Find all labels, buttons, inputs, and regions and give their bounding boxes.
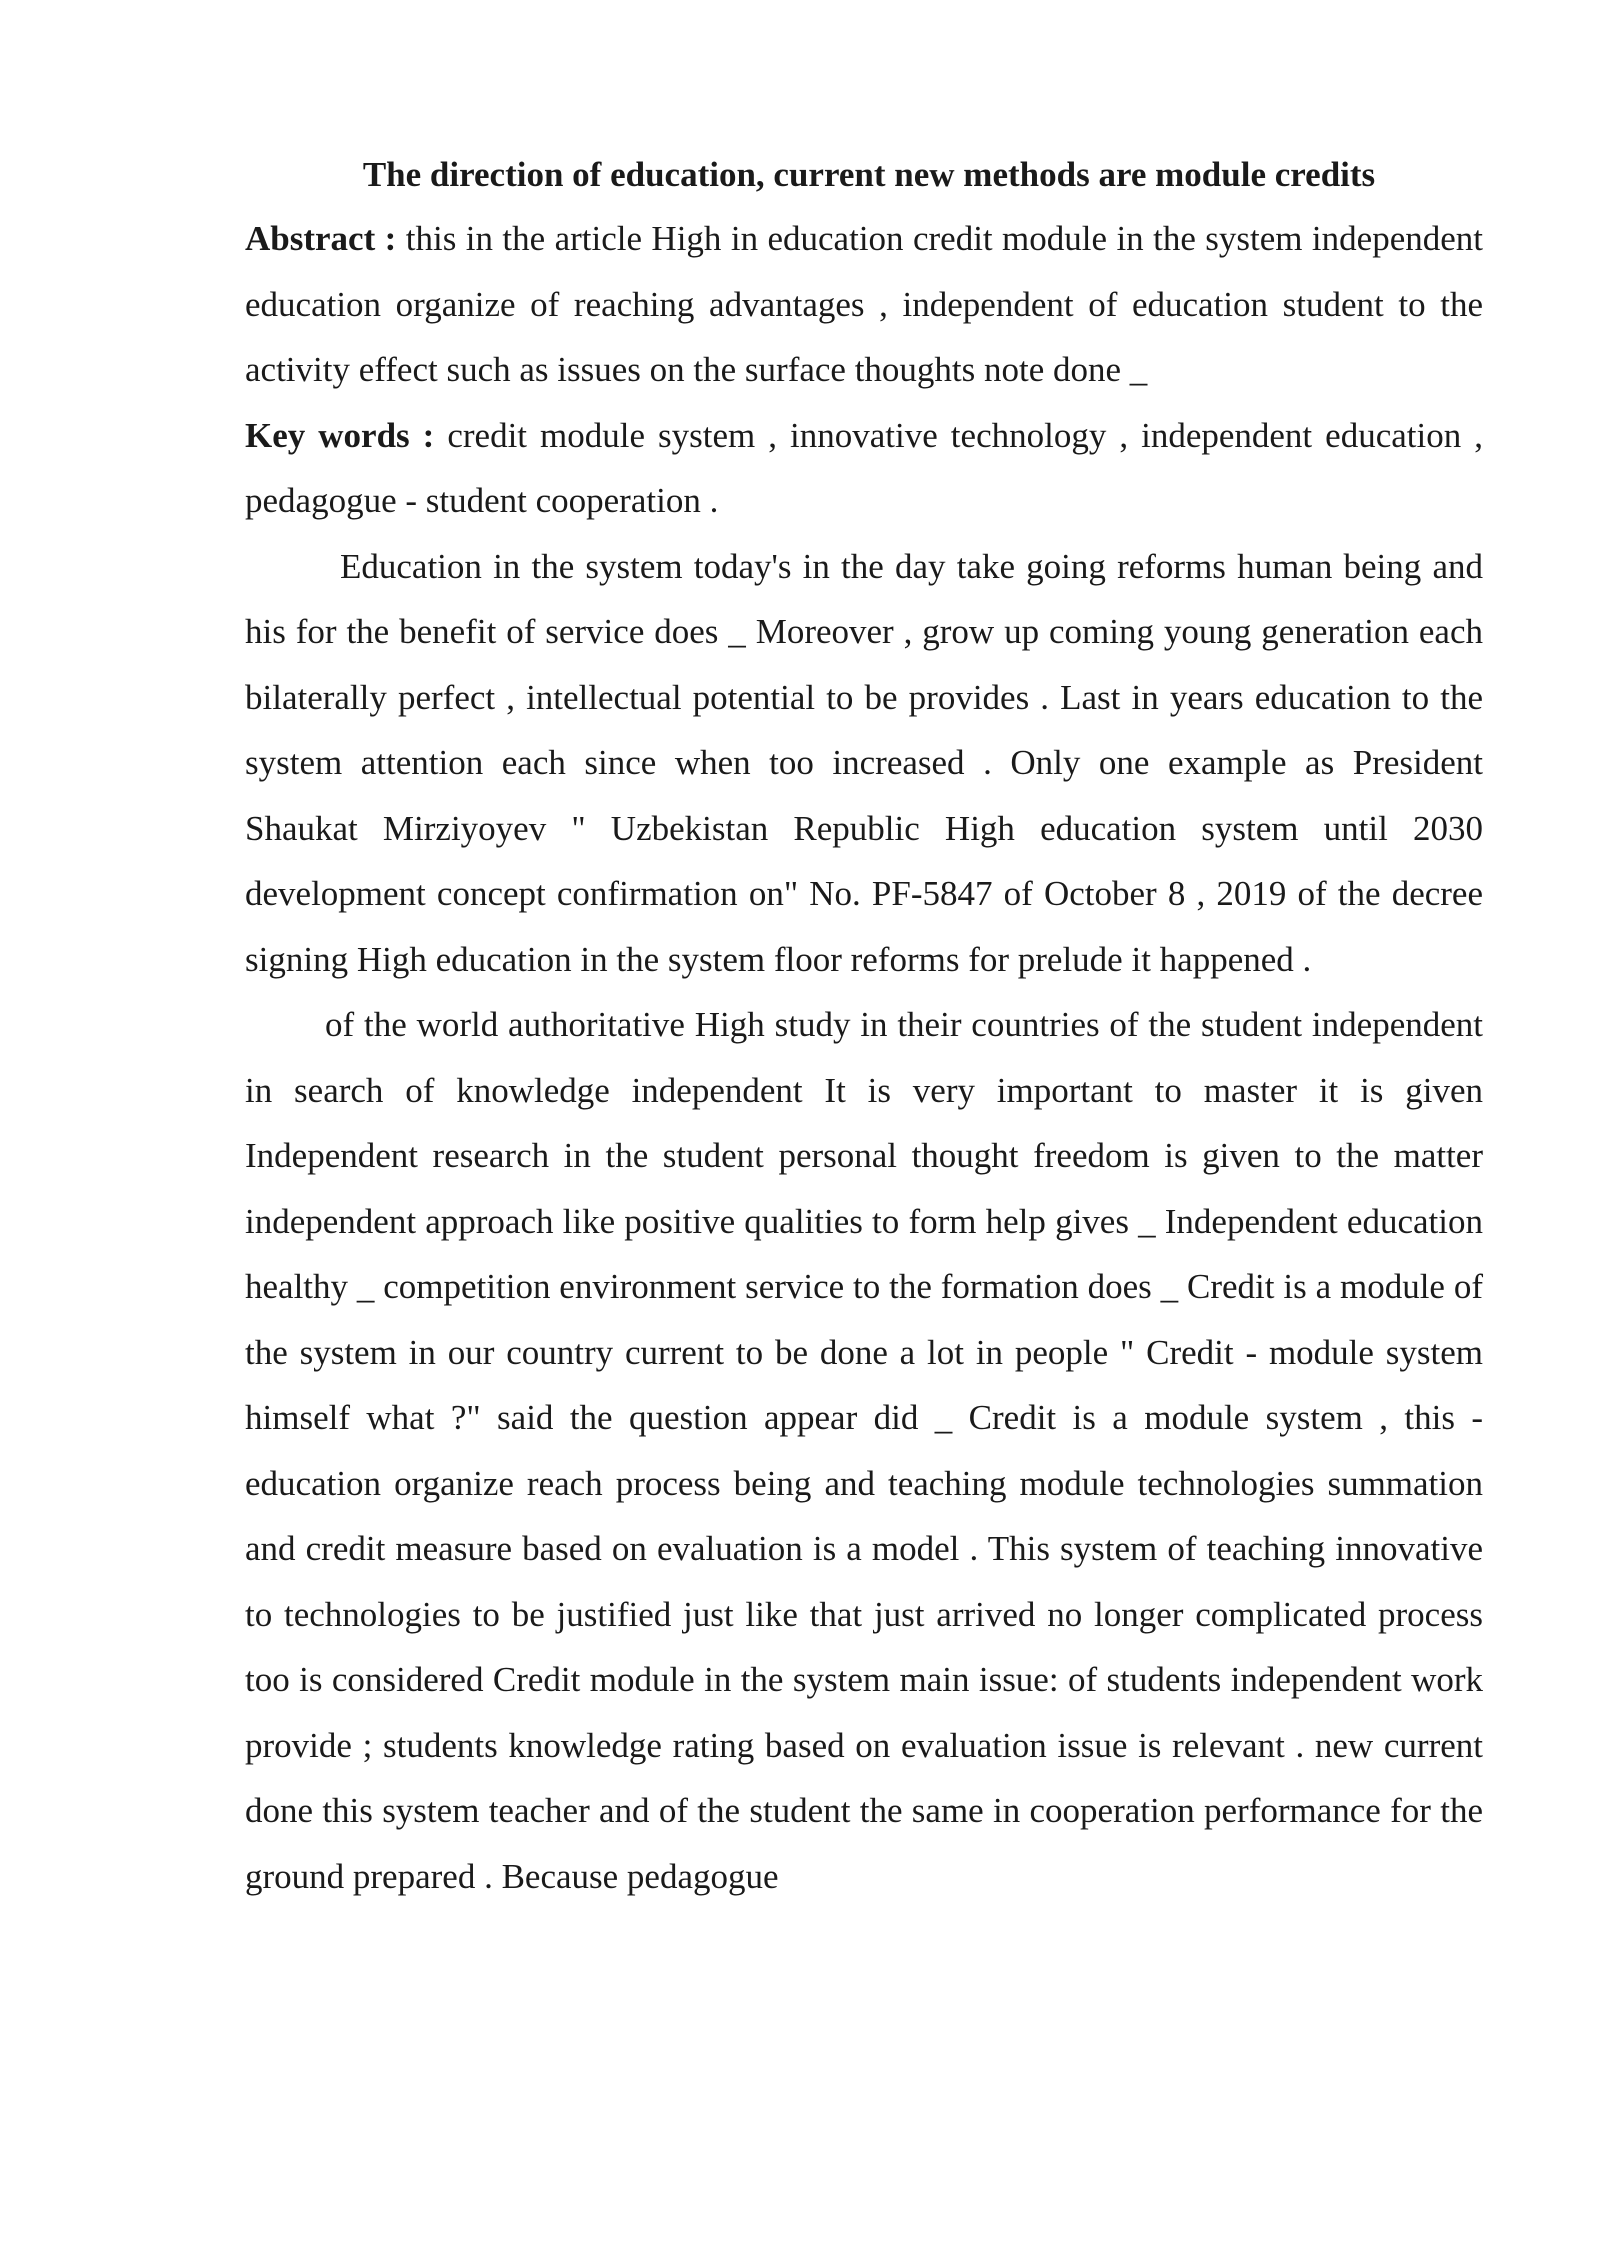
keywords-paragraph [245, 403, 1483, 534]
document-page [245, 150, 1483, 1909]
keywords-text: credit module system , innovative technology , independent education , pedagogue - student cooperation . [245, 415, 1483, 520]
body-paragraph-2: of the world authoritative High study in their countries of the student independent in search of knowledge independent It is very important to master it is given Independent research in the student personal thought freedom is given to the matter independent approach like positive qualities to form help gives _ Independent education healthy _ competition environment service to the formation does _ Credit is a module of the system in our country current to be done a lot in people " Credit - module system himself what ?" said the question appear did _ Credit is a module system , this - education organize reach process being and teaching module technologies summation and credit measure based on evaluation is a model . This system of teaching innovative to technologies to be justified just like that just arrived no longer complicated process too is considered Credit module in the system main issue: of students independent work provide ; students knowledge rating based on evaluation issue is relevant . new current done this system teacher and of the student the same in cooperation performance for the ground prepared . Because pedagogue [245, 1005, 1483, 1896]
document-title: The direction of education, current new methods are module credits [362, 155, 1376, 194]
body-paragraph-1: Education in the system today's in the day take going reforms human being and his for the benefit of service does _ Moreover , grow up coming young generation each bilaterally perfect , intellectual potential to be provides . Last in years education to the system attention each since when too increased . Only one example as President Shaukat Mirziyoyev " Uzbekistan Republic High education system until 2030 development concept confirmation on" No. PF-5847 of October 8 , 2019 of the decree signing High education in the system floor reforms for prelude it happened . [245, 546, 1483, 979]
abstract-paragraph [245, 206, 1483, 403]
abstract-text: this in the article High in education credit module in the system independent education organize of reaching advantages , independent of education student to the activity effect such as issues on the surface thoughts note done _ [245, 219, 1483, 389]
abstract-label: Abstract : [245, 219, 397, 258]
keywords-label: Key words : [245, 415, 435, 455]
